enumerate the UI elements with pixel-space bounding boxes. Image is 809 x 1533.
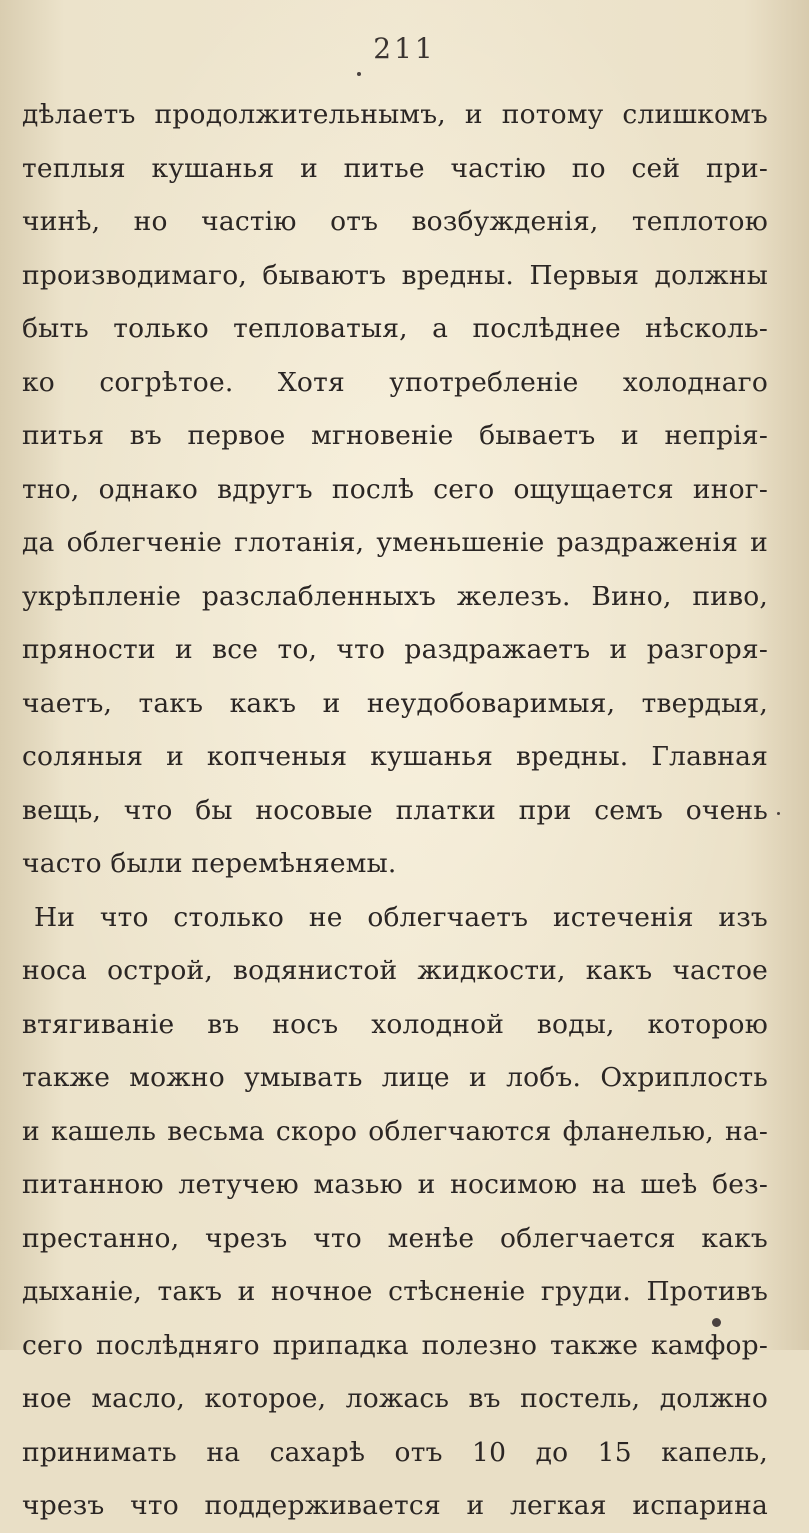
text-line: чинѣ, но частію отъ возбужденія, теплотою (22, 206, 768, 237)
text-block (22, 88, 768, 1533)
text-line: чаетъ, такъ какъ и неудобоваримыя, твердыя, (22, 687, 768, 719)
text-line: часто были перемѣняемы. (22, 848, 397, 879)
ink-speck (357, 72, 361, 76)
ink-speck (777, 812, 780, 815)
text-line: тно, однако вдругъ послѣ сего ощущается иног- (22, 473, 768, 505)
text-line: ное масло, которое, ложась въ постель, должно (22, 1383, 768, 1414)
text-line: дѣлаетъ продолжительнымъ, и потому слишкомъ (22, 99, 768, 130)
text-line: сего послѣдняго припадка полезно также камфор- (22, 1329, 768, 1361)
text-line: пряности и все то, что раздражаетъ и разгоря- (22, 634, 768, 665)
text-line: укрѣпленіе разслабленныхъ железъ. Вино, пиво, (22, 580, 768, 612)
text-line: питья въ первое мгновеніе бываетъ и непрія- (22, 420, 768, 451)
text-line: чрезъ что поддерживается и легкая испарина (22, 1490, 768, 1521)
text-line: вещь, что бы носовые платки при семъ очень (22, 794, 768, 826)
page-number: 211 (373, 32, 436, 65)
text-line: и кашель весьма скоро облегчаются фланелью, на- (22, 1115, 768, 1147)
text-line: питанною летучею мазью и носимою на шеѣ без- (22, 1169, 768, 1200)
text-line: дыханіе, такъ и ночное стѣсненіе груди. Противъ (22, 1276, 768, 1307)
text-line: быть только тепловатыя, а послѣднее нѣсколь- (22, 313, 768, 344)
text-line: да облегченіе глотанія, уменьшеніе раздраженія и (22, 527, 768, 558)
text-line: носа острой, водянистой жидкости, какъ частое (22, 955, 768, 986)
text-line: втягиваніе въ носъ холодной воды, которою (22, 1008, 768, 1040)
text-line: соляныя и копченыя кушанья вредны. Главная (22, 741, 768, 772)
text-line: также можно умывать лице и лобъ. Охриплость (22, 1062, 768, 1093)
paragraph-1 (22, 88, 768, 891)
paragraph-2 (22, 891, 768, 1533)
text-line: ко согрѣтое. Хотя употребленіе холоднаго (22, 366, 768, 398)
text-line: производимаго, бываютъ вредны. Первыя должны (22, 259, 768, 291)
text-line: престанно, чрезъ что менѣе облегчается какъ (22, 1222, 768, 1254)
text-line: Ни что столько не облегчаетъ истеченія изъ (34, 901, 768, 933)
text-line: теплыя кушанья и питье частію по сей при- (22, 152, 768, 184)
text-line: принимать на сахарѣ отъ 10 до 15 капель, (22, 1436, 768, 1468)
ink-speck (712, 1318, 721, 1327)
